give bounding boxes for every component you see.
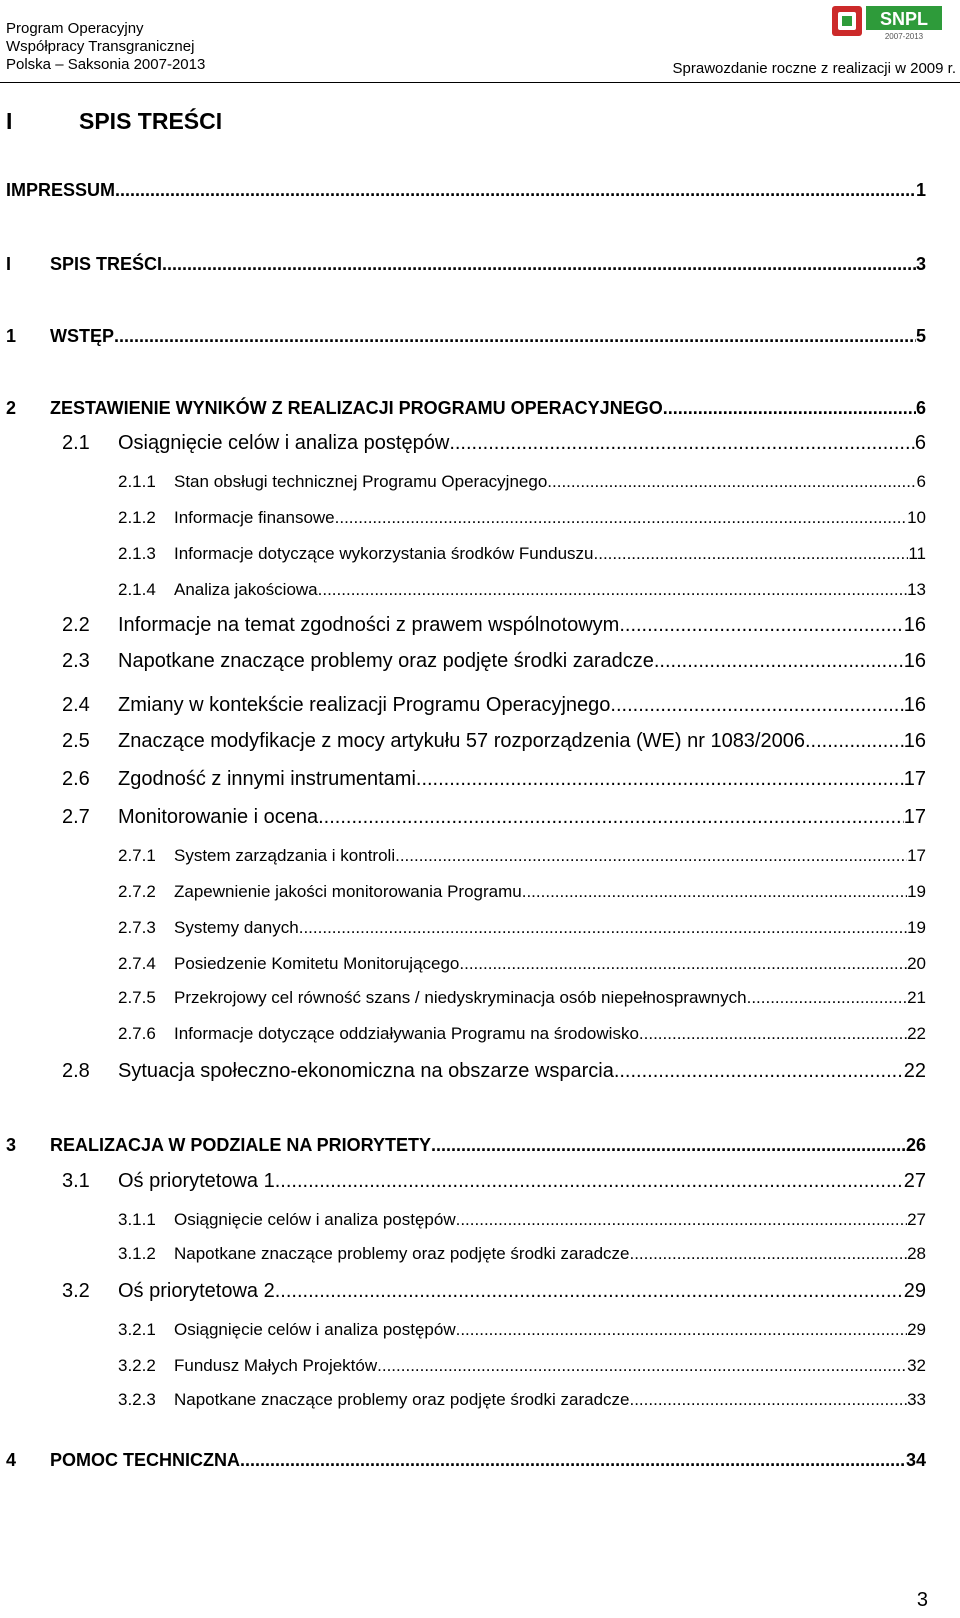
toc-entry-number: 2.7.6 [118, 1024, 156, 1043]
program-name [6, 20, 205, 74]
dot-leader [614, 1060, 904, 1083]
dot-leader [416, 768, 904, 791]
dot-leader [275, 1280, 904, 1303]
toc-entry-page: 6 [916, 472, 926, 491]
toc-entry-line [174, 1244, 926, 1264]
toc-entry-line [118, 768, 926, 791]
toc-entry-line [174, 988, 926, 1008]
toc-entry-title: Napotkane znaczące problemy oraz podjęte środki zaradcze [118, 650, 654, 672]
toc-entry-line [118, 806, 926, 829]
dot-leader [114, 326, 916, 347]
toc-entry-title: WSTĘP [50, 326, 115, 346]
toc-entry-line [174, 1024, 926, 1044]
dot-leader [449, 432, 915, 455]
toc-entry-number: 2.7 [62, 806, 90, 828]
program-name-line-2: Współpracy Transgranicznej [6, 38, 195, 55]
dot-leader [377, 1356, 907, 1376]
dot-leader [619, 614, 903, 637]
page-number: 3 [916, 1589, 928, 1611]
toc-heading-title: SPIS TREŚCI [79, 108, 223, 134]
dot-leader [456, 1320, 907, 1340]
toc-entry-number: 2.1 [62, 432, 90, 454]
dot-leader [663, 398, 916, 419]
toc-entry-title: Informacje dotyczące oddziaływania Programu na środowisko [174, 1024, 639, 1043]
program-name-line-3: Polska – Saksonia 2007-2013 [6, 56, 206, 73]
toc-entry-line [50, 1450, 926, 1471]
toc-entry-number: 3.2.2 [118, 1356, 156, 1375]
toc-entry-page: 16 [903, 614, 926, 636]
dot-leader [805, 730, 904, 753]
toc-entry-number: 2.1.3 [118, 544, 156, 563]
toc-entry-number: 2.6 [62, 768, 90, 790]
toc-entry-title: SPIS TREŚCI [50, 254, 163, 274]
toc-entry-number: 2.1.4 [118, 580, 156, 599]
toc-entry-title: ZESTAWIENIE WYNIKÓW Z REALIZACJI PROGRAMU OPERACYJNEGO [50, 398, 663, 418]
toc-entry-title: Informacje na temat zgodności z prawem wspólnotowym [118, 614, 620, 636]
toc-entry-page: 17 [903, 806, 926, 828]
toc-entry-number: 3.1 [62, 1170, 90, 1192]
dot-leader [629, 1244, 907, 1264]
toc-entry-page: 27 [907, 1210, 926, 1229]
toc-entry-page: 29 [903, 1280, 926, 1302]
toc-entry-page: 27 [903, 1170, 926, 1192]
toc-heading [6, 108, 222, 135]
toc-entry-title: Fundusz Małych Projektów [174, 1356, 378, 1375]
dot-leader [335, 508, 907, 528]
toc-entry-page: 5 [915, 326, 926, 346]
toc-entry-title: Informacje finansowe [174, 508, 335, 527]
toc-entry-line [174, 954, 926, 974]
toc-entry-title: Napotkane znaczące problemy oraz podjęte środki zaradcze [174, 1244, 630, 1263]
toc-entry-line [174, 1210, 926, 1230]
toc-entry-title: Osiągnięcie celów i analiza postępów [174, 1210, 456, 1229]
toc-entry-page: 28 [907, 1244, 926, 1263]
program-name-line-1: Program Operacyjny [6, 20, 144, 37]
toc-entry-title: Stan obsługi technicznej Programu Operacyjnego [174, 472, 548, 491]
toc-entry-page: 29 [907, 1320, 926, 1339]
dot-leader [459, 954, 907, 974]
toc-entry-title: Oś priorytetowa 1 [118, 1170, 275, 1192]
dot-leader [594, 544, 909, 564]
dot-leader [240, 1450, 906, 1471]
toc-entry-number: 3.2.1 [118, 1320, 156, 1339]
toc-entry-number: 2 [6, 398, 17, 418]
toc-entry-number: 2.7.4 [118, 954, 156, 973]
toc-entry-line [174, 918, 926, 938]
toc-entry-line [118, 730, 926, 753]
toc-entry-line [118, 1170, 926, 1193]
toc-entry-title: IMPRESSUM [6, 180, 116, 200]
toc-entry-number: 2.3 [62, 650, 90, 672]
toc-entry-page: 26 [905, 1135, 926, 1155]
toc-entry-line [118, 650, 926, 673]
toc-entry-line [174, 472, 926, 492]
toc-entry-line [118, 614, 926, 637]
toc-entry-title: Monitorowanie i ocena [118, 806, 319, 828]
toc-entry-line [118, 1060, 926, 1083]
toc-entry-page: 17 [907, 846, 926, 865]
toc-entry-title: Zapewnienie jakości monitorowania Programu [174, 882, 522, 901]
dot-leader [639, 1024, 907, 1044]
dot-leader [747, 988, 907, 1008]
toc-entry-line [118, 694, 926, 717]
toc-entry-number: 4 [6, 1450, 17, 1470]
dot-leader [522, 882, 907, 902]
toc-entry-title: Informacje dotyczące wykorzystania środków Funduszu [174, 544, 594, 563]
toc-entry-line [174, 1390, 926, 1410]
toc-entry-page: 19 [907, 882, 926, 901]
toc-entry-number: 3.1.1 [118, 1210, 156, 1229]
toc-entry-title: REALIZACJA W PODZIALE NA PRIORYTETY [50, 1135, 432, 1155]
toc-entry-title: Posiedzenie Komitetu Monitorującego [174, 954, 460, 973]
dot-leader [395, 846, 907, 866]
toc-entry-number: 3.2.3 [118, 1390, 156, 1409]
dot-leader [629, 1390, 907, 1410]
dot-leader [162, 254, 916, 275]
toc-entry-title: Osiągnięcie celów i analiza postępów [174, 1320, 456, 1339]
toc-entry-title: POMOC TECHNICZNA [50, 1450, 240, 1470]
toc-entry-number: 2.2 [62, 614, 90, 636]
toc-entry-number: 2.7.2 [118, 882, 156, 901]
toc-entry-page: 21 [907, 988, 926, 1007]
dot-leader [299, 918, 907, 938]
dot-leader [318, 806, 904, 829]
toc-entry-line [50, 398, 926, 419]
toc-entry-title: Napotkane znaczące problemy oraz podjęte środki zaradcze [174, 1390, 630, 1409]
toc-entry-page: 34 [905, 1450, 926, 1470]
dot-leader [318, 580, 907, 600]
toc-entry-number: I [6, 254, 12, 274]
toc-entry-number: 2.7.5 [118, 988, 156, 1007]
toc-entry-number: 2.7.3 [118, 918, 156, 937]
toc-entry-line [50, 326, 926, 347]
toc-entry-number: 3.1.2 [118, 1244, 156, 1263]
toc-entry-page: 22 [903, 1060, 926, 1082]
toc-entry-page: 16 [903, 730, 926, 752]
toc-entry-line [174, 544, 926, 564]
toc-entry-page: 32 [907, 1356, 926, 1375]
toc-entry-line [50, 1135, 926, 1156]
toc-entry-page: 3 [915, 254, 926, 274]
toc-entry-number: 2.8 [62, 1060, 90, 1082]
toc-entry-number: 2.1.2 [118, 508, 156, 527]
toc-entry-page: 6 [915, 398, 926, 418]
toc-entry-line [6, 180, 926, 201]
toc-entry-page: 11 [908, 544, 926, 563]
toc-entry-page: 6 [914, 432, 926, 454]
page-header [0, 0, 960, 84]
dot-leader [547, 472, 916, 492]
toc-entry-line [174, 882, 926, 902]
toc-entry-title: Zmiany w kontekście realizacji Programu Operacyjnego [118, 694, 611, 716]
toc-entry-page: 33 [907, 1390, 926, 1409]
snpl-logo [832, 4, 944, 40]
toc-entry-number: 1 [6, 326, 17, 346]
toc-entry-line [50, 254, 926, 275]
toc-entry-number: 2.5 [62, 730, 90, 752]
dot-leader [275, 1170, 904, 1193]
toc-entry-page: 22 [907, 1024, 926, 1043]
toc-entry-title: Sytuacja społeczno-ekonomiczna na obszarze wsparcia [118, 1060, 614, 1082]
toc-entry-line [174, 1356, 926, 1376]
dot-leader [654, 650, 904, 673]
toc-entry-title: Znaczące modyfikacje z mocy artykułu 57 rozporządzenia (WE) nr 1083/2006 [118, 730, 805, 752]
toc-entry-line [118, 432, 926, 455]
dot-leader [115, 180, 916, 201]
toc-entry-number: 3.2 [62, 1280, 90, 1302]
toc-entry-line [174, 580, 926, 600]
toc-entry-line [118, 1280, 926, 1303]
toc-entry-title: Analiza jakościowa [174, 580, 318, 599]
toc-entry-page: 1 [915, 180, 926, 200]
toc-entry-line [174, 846, 926, 866]
toc-entry-page: 20 [907, 954, 926, 973]
toc-entry-number: 3 [6, 1135, 17, 1155]
toc-entry-title: Osiągnięcie celów i analiza postępów [118, 432, 450, 454]
toc-entry-page: 19 [907, 918, 926, 937]
logo-subtext: 2007-2013 [884, 32, 924, 40]
toc-entry-title: Przekrojowy cel równość szans / niedyskryminacja osób niepełnosprawnych [174, 988, 747, 1007]
report-title: Sprawozdanie roczne z realizacji w 2009 r. [672, 60, 956, 77]
dot-leader [431, 1135, 906, 1156]
header-rule [0, 82, 960, 83]
toc-entry-page: 16 [903, 694, 926, 716]
toc-entry-page: 13 [907, 580, 926, 599]
toc-entry-line [174, 508, 926, 528]
toc-entry-page: 10 [907, 508, 926, 527]
toc-entry-title: Zgodność z innymi instrumentami [118, 768, 416, 790]
toc-entry-title: Oś priorytetowa 2 [118, 1280, 275, 1302]
logo-text: SNPL [879, 9, 929, 29]
toc-entry-title: Systemy danych [174, 918, 299, 937]
toc-entry-page: 17 [903, 768, 926, 790]
toc-entry-line [174, 1320, 926, 1340]
toc-entry-number: 2.7.1 [118, 846, 156, 865]
toc-entry-page: 16 [903, 650, 926, 672]
toc-heading-number: I [6, 108, 13, 134]
toc-entry-title: System zarządzania i kontroli [174, 846, 396, 865]
toc-entry-number: 2.4 [62, 694, 90, 716]
dot-leader [456, 1210, 907, 1230]
toc-entry-number: 2.1.1 [118, 472, 156, 491]
dot-leader [610, 694, 903, 717]
